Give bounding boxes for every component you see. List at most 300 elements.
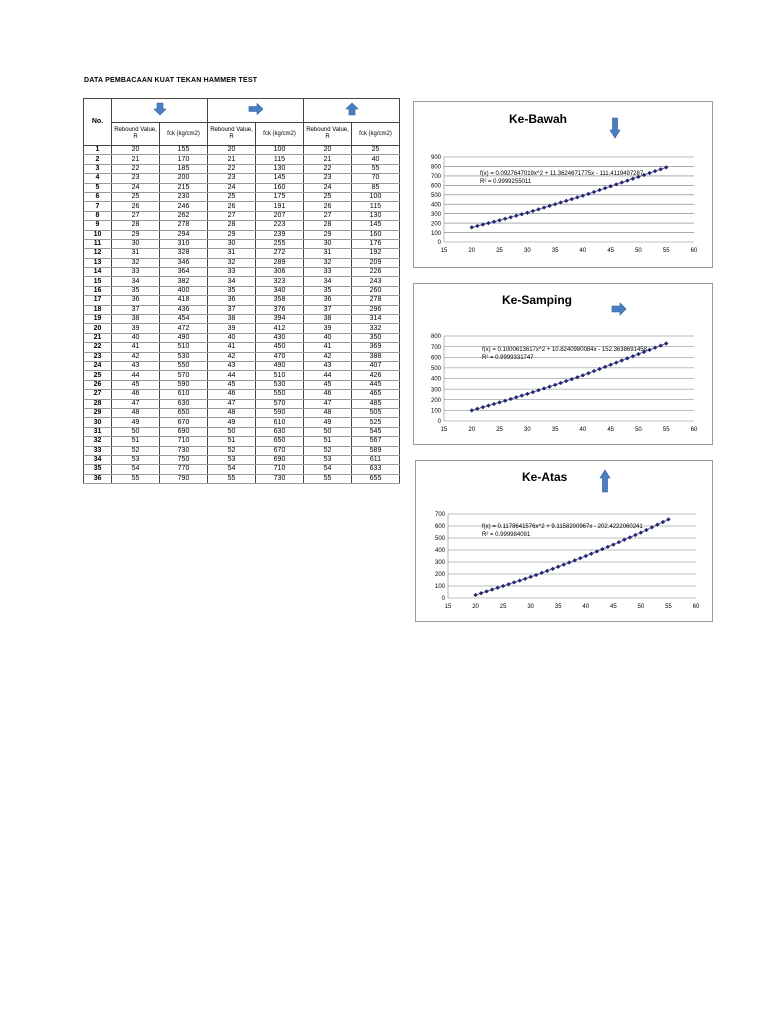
fck-value-cell: 407 [352, 361, 400, 370]
rebound-value-cell: 27 [112, 211, 160, 220]
rebound-value-cell: 53 [208, 455, 256, 464]
table-row [84, 437, 400, 446]
data-point [661, 520, 665, 524]
table-row [84, 146, 400, 155]
rebound-value-cell: 54 [304, 465, 352, 474]
data-point [564, 379, 568, 383]
x-tick-label: 50 [635, 427, 642, 433]
rebound-value-cell: 53 [112, 455, 160, 464]
data-point [578, 556, 582, 560]
row-number: 24 [84, 361, 112, 370]
fck-value-cell: 296 [352, 305, 400, 314]
y-tick-label: 100 [430, 408, 441, 415]
x-tick-label: 15 [440, 427, 448, 433]
data-point [614, 182, 618, 186]
y-tick-label: 700 [430, 174, 441, 181]
fck-value-cell: 630 [160, 399, 208, 408]
fck-value-cell: 155 [160, 146, 208, 155]
rebound-value-cell: 52 [208, 446, 256, 455]
fck-value-cell: 85 [352, 183, 400, 192]
chart-panel-ke-bawah [413, 101, 713, 268]
rebound-value-cell: 45 [208, 380, 256, 389]
no-header: No. [84, 99, 112, 146]
data-point [603, 365, 607, 369]
x-tick-label: 40 [582, 604, 590, 610]
fck-value-cell: 472 [160, 324, 208, 333]
trendline-equation: f(x) = 0.0927647019x^2 + 11.3624671775x - 111.4119497287 [480, 171, 644, 177]
table-row [84, 361, 400, 370]
row-number: 29 [84, 408, 112, 417]
x-tick-label: 45 [609, 604, 617, 610]
data-point [512, 580, 516, 584]
chart-title: Ke-Bawah [509, 112, 568, 126]
series-line [476, 519, 669, 595]
rebound-value-cell: 31 [208, 249, 256, 258]
table-row [84, 211, 400, 220]
rebound-value-cell: 22 [304, 164, 352, 173]
x-tick-label: 60 [690, 248, 698, 254]
rebound-value-cell: 46 [208, 390, 256, 399]
data-point [625, 356, 629, 360]
data-point [485, 589, 489, 593]
fck-value-cell: 278 [352, 296, 400, 305]
table-row [84, 286, 400, 295]
arrow-right-icon [248, 103, 264, 115]
data-point [589, 552, 593, 556]
fck-value-cell: 770 [160, 465, 208, 474]
r-header: Rebound Value, R [208, 123, 256, 146]
fck-value-cell: 70 [352, 174, 400, 183]
x-tick-label: 25 [496, 427, 503, 433]
fck-value-cell: 590 [160, 380, 208, 389]
fck-value-cell: 567 [352, 437, 400, 446]
rebound-value-cell: 26 [304, 202, 352, 211]
rebound-value-cell: 36 [112, 296, 160, 305]
fck-value-cell: 382 [160, 277, 208, 286]
r-header: Rebound Value, R [112, 123, 160, 146]
row-number: 26 [84, 380, 112, 389]
table-row [84, 333, 400, 342]
arrow-up-icon [345, 102, 359, 116]
fck-value-cell: 610 [160, 390, 208, 399]
data-point [548, 385, 552, 389]
data-point [603, 186, 607, 190]
r-squared-label: R² = 0.9999255011 [480, 179, 532, 185]
rebound-value-cell: 48 [304, 408, 352, 417]
rebound-value-cell: 40 [304, 333, 352, 342]
fck-value-cell: 525 [352, 418, 400, 427]
row-number: 23 [84, 352, 112, 361]
x-tick-label: 30 [527, 604, 535, 610]
row-number: 3 [84, 164, 112, 173]
rebound-value-cell: 34 [304, 277, 352, 286]
rebound-value-cell: 34 [208, 277, 256, 286]
data-point [648, 171, 652, 175]
data-point [498, 400, 502, 404]
rebound-value-cell: 20 [208, 146, 256, 155]
chart-title: Ke-Atas [522, 470, 568, 484]
fck-value-cell: 207 [256, 211, 304, 220]
table-row [84, 324, 400, 333]
table-row [84, 249, 400, 258]
fck-value-cell: 340 [256, 286, 304, 295]
fck-value-cell: 590 [256, 408, 304, 417]
x-tick-label: 60 [692, 604, 700, 610]
table-row [84, 239, 400, 248]
data-point [501, 584, 505, 588]
table-row [84, 474, 400, 483]
x-tick-label: 20 [468, 248, 476, 254]
data-point [598, 188, 602, 192]
fck-value-cell: 730 [256, 474, 304, 483]
fck-value-cell: 454 [160, 315, 208, 324]
x-tick-label: 30 [523, 248, 531, 254]
row-number: 14 [84, 268, 112, 277]
table-row [84, 221, 400, 230]
y-tick-label: 500 [434, 536, 445, 543]
data-point [509, 215, 513, 219]
table-row [84, 446, 400, 455]
x-tick-label: 50 [635, 248, 642, 254]
chart-panel-ke-atas [415, 460, 713, 622]
row-number: 12 [84, 249, 112, 258]
data-point [625, 179, 629, 183]
rebound-value-cell: 45 [304, 380, 352, 389]
data-point [475, 224, 479, 228]
rebound-value-cell: 55 [112, 474, 160, 483]
data-point [586, 371, 590, 375]
table-row [84, 174, 400, 183]
rebound-value-cell: 48 [208, 408, 256, 417]
data-point [628, 535, 632, 539]
row-number: 7 [84, 202, 112, 211]
rebound-value-cell: 42 [208, 352, 256, 361]
fck-value-cell: 160 [256, 183, 304, 192]
data-point [639, 531, 643, 535]
group-header-up [304, 99, 400, 123]
fck-value-cell: 294 [160, 230, 208, 239]
rebound-value-cell: 44 [112, 371, 160, 380]
data-point [633, 533, 637, 537]
rebound-value-cell: 28 [208, 221, 256, 230]
data-point [479, 591, 483, 595]
data-point [514, 214, 518, 218]
data-point [617, 540, 621, 544]
data-point [556, 565, 560, 569]
fck-value-cell: 650 [160, 408, 208, 417]
data-point [536, 207, 540, 211]
data-point [631, 354, 635, 358]
rebound-value-cell: 25 [208, 192, 256, 201]
row-number: 32 [84, 437, 112, 446]
data-point [653, 169, 657, 173]
data-point [498, 218, 502, 222]
rebound-value-cell: 54 [208, 465, 256, 474]
row-number: 30 [84, 418, 112, 427]
chart-panel-ke-samping [413, 283, 713, 445]
rebound-value-cell: 47 [112, 399, 160, 408]
table-row [84, 315, 400, 324]
fck-value-cell: 100 [256, 146, 304, 155]
row-number: 27 [84, 390, 112, 399]
rebound-value-cell: 50 [208, 427, 256, 436]
fck-value-cell: 350 [352, 333, 400, 342]
data-point [518, 579, 522, 583]
table-row [84, 371, 400, 380]
fck-value-cell: 530 [160, 352, 208, 361]
rebound-value-cell: 32 [208, 258, 256, 267]
fck-value-cell: 176 [352, 239, 400, 248]
data-point [559, 381, 563, 385]
rebound-value-cell: 49 [304, 418, 352, 427]
rebound-value-cell: 24 [304, 183, 352, 192]
y-tick-label: 200 [430, 397, 441, 404]
y-tick-label: 100 [434, 584, 445, 591]
data-point [520, 212, 524, 216]
rebound-value-cell: 50 [112, 427, 160, 436]
x-tick-label: 50 [637, 604, 645, 610]
x-tick-label: 15 [444, 604, 452, 610]
fck-value-cell: 185 [160, 164, 208, 173]
rebound-value-cell: 43 [304, 361, 352, 370]
row-number: 22 [84, 343, 112, 352]
fck-value-cell: 610 [256, 418, 304, 427]
fck-value-cell: 226 [352, 268, 400, 277]
row-number: 21 [84, 333, 112, 342]
data-point [509, 397, 513, 401]
data-point [581, 194, 585, 198]
fck-value-cell: 445 [352, 380, 400, 389]
page-title: DATA PEMBACAAN KUAT TEKAN HAMMER TEST [84, 77, 258, 84]
chart-title: Ke-Samping [502, 293, 573, 307]
table-row [84, 399, 400, 408]
data-point [620, 181, 624, 185]
rebound-value-cell: 37 [208, 305, 256, 314]
rebound-value-cell: 30 [112, 239, 160, 248]
rebound-value-cell: 23 [304, 174, 352, 183]
data-point [503, 399, 507, 403]
x-tick-label: 20 [472, 604, 479, 610]
fck-value-cell: 160 [352, 230, 400, 239]
x-tick-label: 15 [440, 248, 448, 254]
row-number: 31 [84, 427, 112, 436]
rebound-value-cell: 26 [208, 202, 256, 211]
y-tick-label: 0 [441, 596, 445, 603]
row-number: 13 [84, 258, 112, 267]
fck-value-cell: 262 [160, 211, 208, 220]
r-squared-label: R² = 0.9999331747 [482, 355, 534, 361]
fck-value-cell: 465 [352, 390, 400, 399]
y-tick-label: 300 [430, 211, 441, 218]
row-number: 8 [84, 211, 112, 220]
fck-value-cell: 289 [256, 258, 304, 267]
data-point [609, 363, 613, 367]
table-body [84, 146, 400, 484]
x-tick-label: 45 [607, 427, 615, 433]
rebound-value-cell: 43 [112, 361, 160, 370]
fck-value-cell: 310 [160, 239, 208, 248]
rebound-value-cell: 55 [208, 474, 256, 483]
rebound-value-cell: 40 [112, 333, 160, 342]
rebound-value-cell: 27 [304, 211, 352, 220]
fck-value-cell: 630 [256, 427, 304, 436]
data-point [606, 545, 610, 549]
fck-value-cell: 710 [160, 437, 208, 446]
fck-value-cell: 243 [352, 277, 400, 286]
row-number: 25 [84, 371, 112, 380]
row-number: 19 [84, 315, 112, 324]
rebound-value-cell: 44 [304, 371, 352, 380]
x-tick-label: 30 [523, 427, 531, 433]
rebound-value-cell: 43 [208, 361, 256, 370]
data-point [592, 190, 596, 194]
fck-header: fck (kg/cm2) [352, 123, 400, 146]
fck-value-cell: 170 [160, 155, 208, 164]
rebound-value-cell: 38 [304, 315, 352, 324]
rebound-value-cell: 42 [112, 352, 160, 361]
fck-value-cell: 369 [352, 343, 400, 352]
rebound-value-cell: 42 [304, 352, 352, 361]
data-point [470, 225, 474, 229]
data-point [540, 571, 544, 575]
data-point [664, 341, 668, 345]
rebound-value-cell: 38 [208, 315, 256, 324]
rebound-value-cell: 31 [304, 249, 352, 258]
row-number: 1 [84, 146, 112, 155]
data-point [581, 373, 585, 377]
rebound-value-cell: 40 [208, 333, 256, 342]
fck-header: fck (kg/cm2) [160, 123, 208, 146]
data-point [531, 209, 535, 213]
fck-value-cell: 394 [256, 315, 304, 324]
rebound-value-cell: 39 [304, 324, 352, 333]
y-tick-label: 900 [430, 155, 441, 162]
data-point [525, 392, 529, 396]
x-tick-label: 55 [662, 248, 670, 254]
y-tick-label: 600 [430, 355, 441, 362]
rebound-value-cell: 41 [304, 343, 352, 352]
fck-value-cell: 530 [256, 380, 304, 389]
fck-value-cell: 633 [352, 465, 400, 474]
fck-value-cell: 328 [160, 249, 208, 258]
rebound-value-cell: 36 [208, 296, 256, 305]
fck-value-cell: 505 [352, 408, 400, 417]
rebound-value-cell: 55 [304, 474, 352, 483]
y-tick-label: 200 [430, 221, 441, 228]
table-row [84, 455, 400, 464]
fck-value-cell: 215 [160, 183, 208, 192]
fck-value-cell: 690 [256, 455, 304, 464]
data-point [600, 547, 604, 551]
trendline-equation: f(x) = 0.1000613617x^2 + 10.8240980084x - 152.3638691458 [482, 347, 647, 353]
rebound-value-cell: 32 [112, 258, 160, 267]
rebound-value-cell: 52 [304, 446, 352, 455]
fck-value-cell: 730 [160, 446, 208, 455]
fck-value-cell: 450 [256, 343, 304, 352]
x-tick-label: 40 [579, 427, 587, 433]
data-point [486, 404, 490, 408]
row-number: 33 [84, 446, 112, 455]
rebound-value-cell: 46 [304, 390, 352, 399]
fck-value-cell: 145 [256, 174, 304, 183]
fck-value-cell: 485 [352, 399, 400, 408]
fck-value-cell: 246 [160, 202, 208, 211]
y-tick-label: 0 [437, 419, 441, 426]
fck-value-cell: 306 [256, 268, 304, 277]
data-point [666, 517, 670, 521]
y-tick-label: 700 [434, 512, 445, 519]
y-tick-label: 700 [430, 344, 441, 351]
y-tick-label: 200 [434, 572, 445, 579]
data-point [564, 199, 568, 203]
fck-value-cell: 145 [352, 221, 400, 230]
fck-value-cell: 130 [352, 211, 400, 220]
table-row [84, 258, 400, 267]
rebound-value-cell: 35 [112, 286, 160, 295]
fck-value-cell: 545 [352, 427, 400, 436]
fck-value-cell: 332 [352, 324, 400, 333]
rebound-value-cell: 22 [208, 164, 256, 173]
data-point [622, 538, 626, 542]
rebound-value-cell: 37 [112, 305, 160, 314]
rebound-value-cell: 31 [112, 249, 160, 258]
fck-value-cell: 346 [160, 258, 208, 267]
rebound-value-cell: 44 [208, 371, 256, 380]
table-row [84, 390, 400, 399]
y-tick-label: 400 [430, 202, 441, 209]
fck-value-cell: 260 [352, 286, 400, 295]
fck-value-cell: 670 [160, 418, 208, 427]
table-row [84, 380, 400, 389]
fck-header: fck (kg/cm2) [256, 123, 304, 146]
data-point [534, 573, 538, 577]
rebound-value-cell: 34 [112, 277, 160, 286]
y-tick-label: 0 [437, 240, 441, 247]
y-tick-label: 600 [434, 524, 445, 531]
rebound-value-cell: 33 [208, 268, 256, 277]
fck-value-cell: 192 [352, 249, 400, 258]
fck-value-cell: 388 [352, 352, 400, 361]
data-point [553, 383, 557, 387]
table-row [84, 408, 400, 417]
table-row [84, 418, 400, 427]
rebound-value-cell: 35 [304, 286, 352, 295]
data-point [659, 167, 663, 171]
row-number: 5 [84, 183, 112, 192]
table-row [84, 164, 400, 173]
x-tick-label: 35 [554, 604, 562, 610]
fck-value-cell: 690 [160, 427, 208, 436]
data-point [570, 377, 574, 381]
scatter-chart-ke-bawah [414, 102, 712, 267]
row-number: 17 [84, 296, 112, 305]
data-point [523, 577, 527, 581]
fck-value-cell: 510 [160, 343, 208, 352]
table-row [84, 427, 400, 436]
data-point [507, 582, 511, 586]
table-row [84, 352, 400, 361]
x-tick-label: 25 [499, 604, 507, 610]
row-number: 20 [84, 324, 112, 333]
data-point [611, 543, 615, 547]
table-row [84, 343, 400, 352]
fck-value-cell: 358 [256, 296, 304, 305]
data-point [481, 405, 485, 409]
data-point [659, 344, 663, 348]
fck-value-cell: 490 [256, 361, 304, 370]
data-point [664, 165, 668, 169]
rebound-value-cell: 54 [112, 465, 160, 474]
